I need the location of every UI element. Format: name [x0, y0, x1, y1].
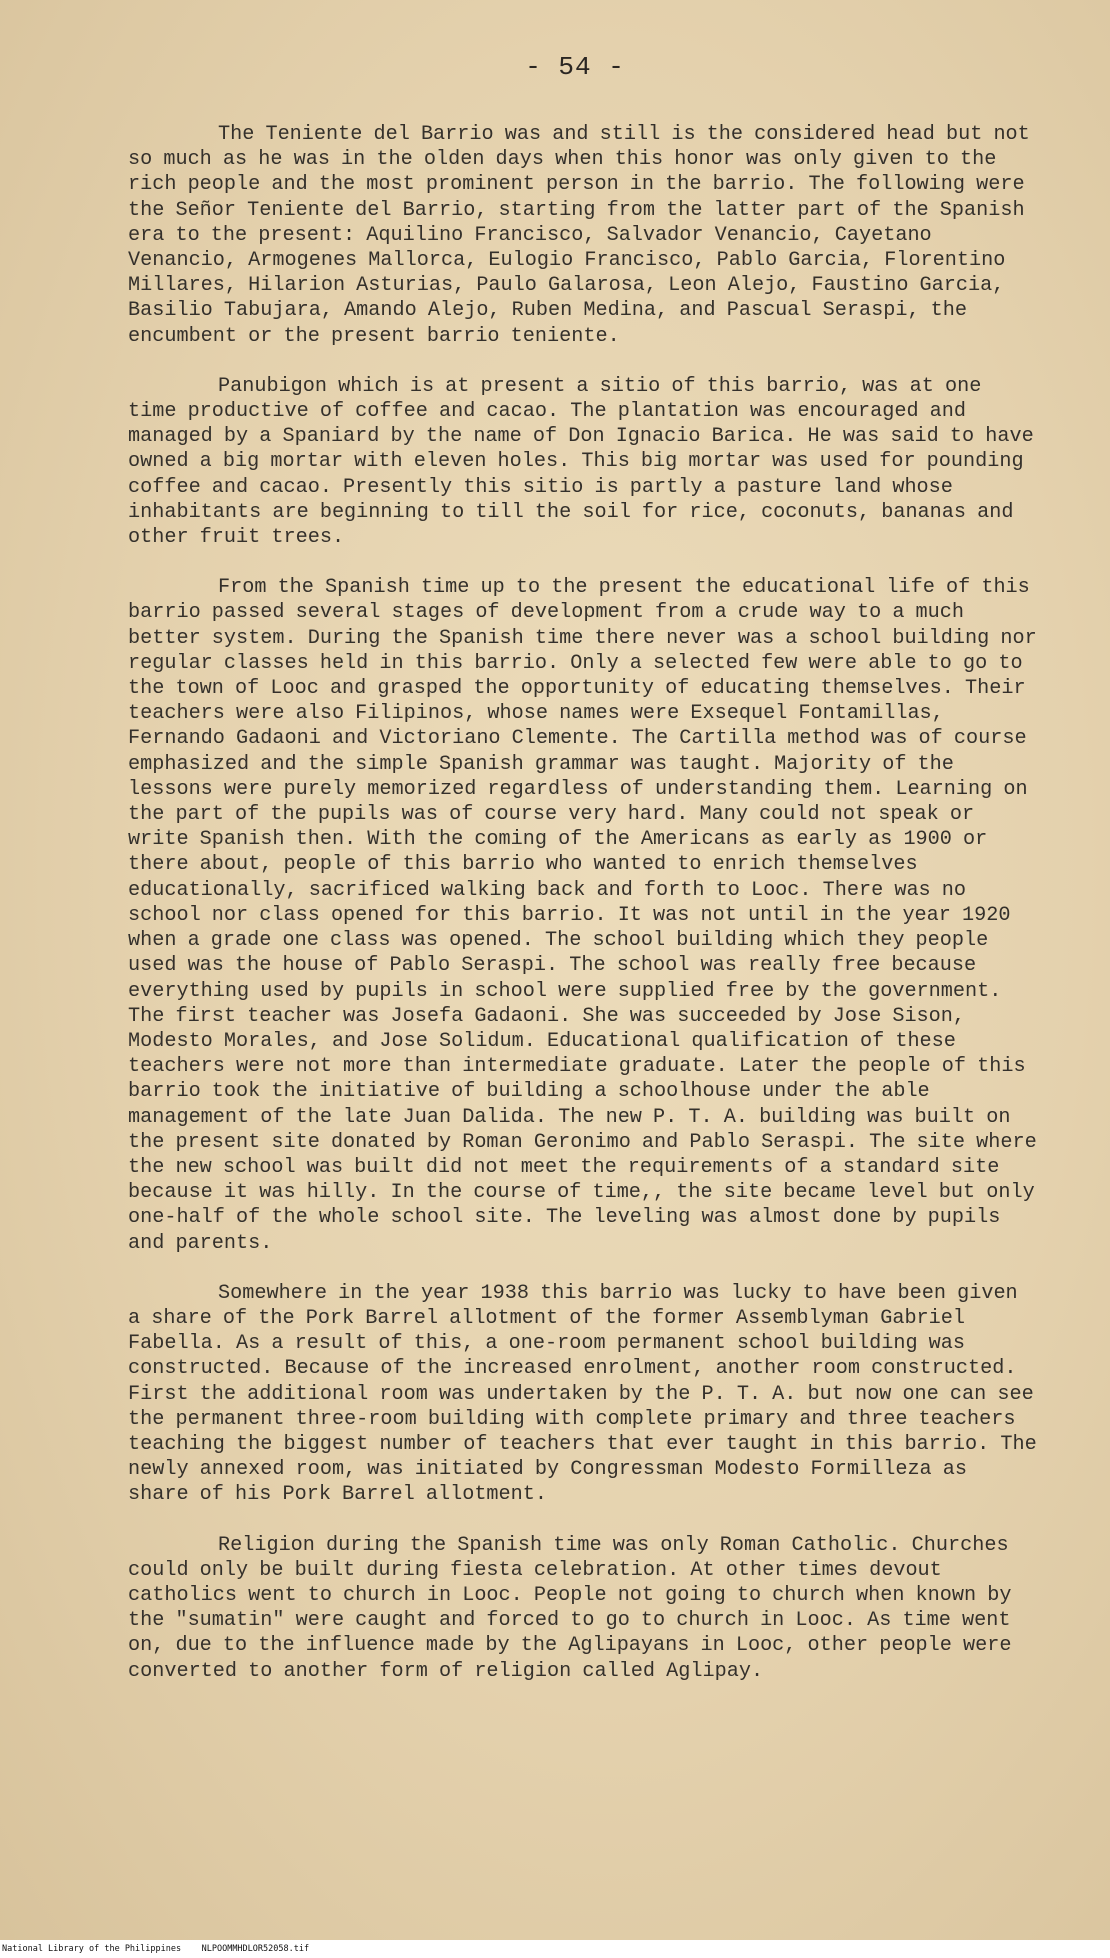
page-number: - 54 -: [525, 52, 625, 82]
paragraph-religion: Religion during the Spanish time was only Roman Catholic. Churches could only be built during fiesta celebration. At other times devout catholics went to church in Looc. People not going to church when known by the "sumatin" were caught and forced to go to church in Looc. As time went on, due to the influence made by the Aglipayans in Looc, other people were converted to another form of religion called Aglipay.: [128, 1533, 1023, 1683]
footer-library: National Library of the Philippines: [2, 1944, 182, 1954]
document-body: [128, 122, 1048, 1709]
footer-filename: NLPOOMMHDLOR52058.tif: [201, 1944, 310, 1954]
paragraph-teniente: The Teniente del Barrio was and still is the considered head but not so much as he was in the olden days when this honor was only given to the rich people and the most prominent person in the barrio. The following were the Señor Teniente del Barrio, starting from the latter part of the Spanish era to the present: Aquilino Francisco, Salvador Venancio, Cayetano Venancio, Armogenes Mallorca, Eulogio Francisco, Pablo Garcia, Florentino Millares, Hilarion Asturias, Paulo Galarosa, Leon Alejo, Faustino Garcia, Basilio Tabujara, Amando Alejo, Ruben Medina, and Pascual Seraspi, the encumbent or the present barrio teniente.: [128, 123, 1041, 348]
paragraph-education: From the Spanish time up to the present the educational life of this barrio passed several stages of development from a crude way to a much better system. During the Spanish time there never was a school building nor regular classes held in this barrio. Only a selected few were able to go to the town of Looc and grasped the opportunity of educating themselves. Their teachers were also Filipinos, whose names were Exsequel Fontamillas, Fernando Gadaoni and Victoriano Clemente. The Cartilla method was of course emphasized and the simple Spanish grammar was taught. Majority of the lessons were purely memorized regardless of understanding them. Learning on the part of the pupils was of course very hard. Many could not speak or write Spanish then. With the coming of the Americans as early as 1900 or there about, people of this barrio who wanted to enrich themselves educationally, sacrificed walking back and forth to Looc. There was no school nor class opened for this barrio. It was not until in the year 1920 when a grade one class was opened. The school building which they people used was the house of Pablo Seraspi. The school was really free because everything used by pupils in school were supplied free by the government. The first teacher was Josefa Gadaoni. She was succeeded by Jose Sison, Modesto Morales, and Jose Solidum. Educational qualification of these teachers were not more than intermediate graduate. Later the people of this barrio took the initiative of building a schoolhouse under the able management of the late Juan Dalida. The new P. T. A. building was built on the present site donated by Roman Geronimo and Pablo Seraspi. The site where the new school was built did not meet the requirements of a standard site because it was hilly. In the course of time,, the site became level but only one-half of the whole school site. The leveling was almost done by pupils and parents.: [128, 576, 1048, 1255]
scan-footer: [0, 1940, 1110, 1958]
paragraph-pork-barrel: Somewhere in the year 1938 this barrio was lucky to have been given a share of the Pork Barrel allotment of the former Assemblyman Gabriel Fabella. As a result of this, a one-room permanent school building was constructed. Because of the increased enrolment, another room constructed. First the additional room was undertaken by the P. T. A. but now one can see the permanent three-room building with complete primary and three teachers teaching the biggest number of teachers that ever taught in this barrio. The newly annexed room, was initiated by Congressman Modesto Formilleza as share of his Pork Barrel allotment.: [128, 1281, 1048, 1507]
paragraph-panubigon: Panubigon which is at present a sitio of this barrio, was at one time productive of coffee and cacao. The plantation was encouraged and managed by a Spaniard by the name of Don Ignacio Barica. He was said to have owned a big mortar with eleven holes. This big mortar was used for pounding coffee and cacao. Presently this sitio is partly a pasture land whose inhabitants are beginning to till the soil for rice, coconuts, bananas and other fruit trees.: [128, 374, 1045, 550]
